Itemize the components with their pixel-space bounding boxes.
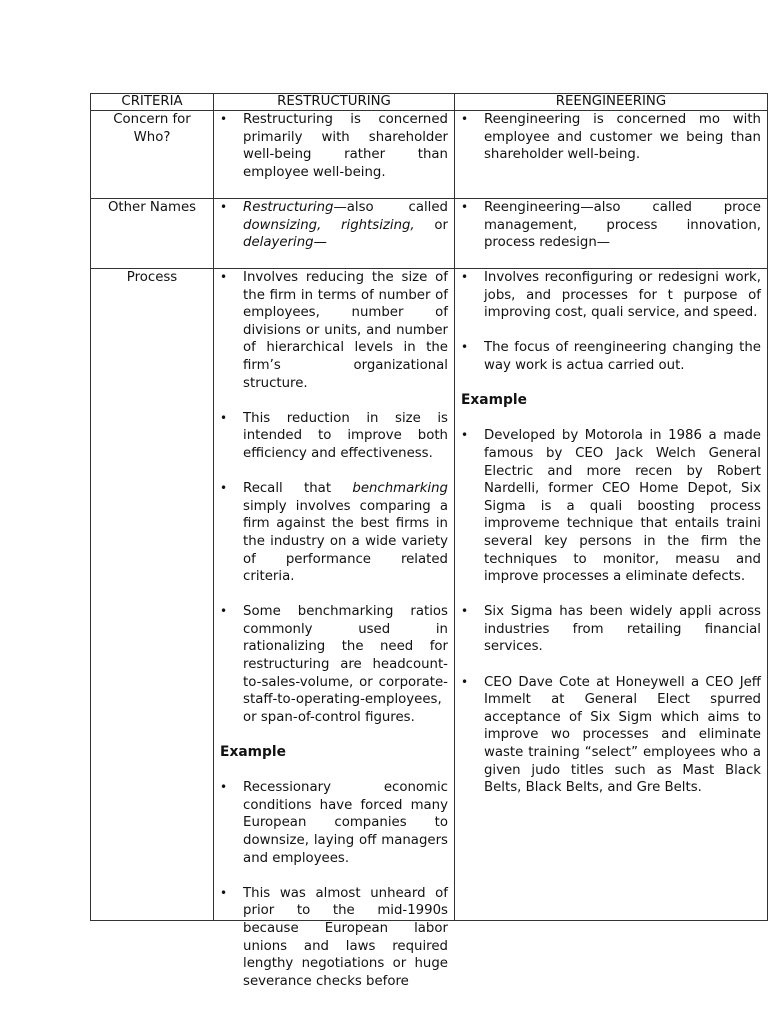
- cell-other-names-restructuring: [214, 199, 455, 269]
- bullet-icon: •: [460, 200, 469, 214]
- comparison-table: [90, 93, 768, 989]
- list-item: • Recall that benchmarking simply involves comparing a firm against the best firms in the industry on a wide variety of performance related criteria.: [220, 481, 448, 585]
- bullet-icon: •: [220, 200, 228, 214]
- cell-concern-restructuring: [214, 111, 455, 199]
- bullet-icon: •: [460, 340, 469, 355]
- example-heading: Example: [460, 392, 527, 409]
- bullet-icon: •: [460, 674, 469, 689]
- bullet-icon: •: [460, 428, 469, 443]
- criterion-other-names: [91, 199, 214, 269]
- cell-process-reengineering: [454, 269, 767, 921]
- example-heading: Example: [220, 744, 287, 761]
- header-criteria: CRITERIA: [91, 94, 214, 111]
- bullet-icon: •: [220, 481, 228, 496]
- row-concern: [91, 111, 768, 199]
- list-item: • The focus of reengineering changing the way work is actua carried out.: [460, 340, 761, 373]
- list-item: • Reengineering is concerned mo with employee and customer we being than shareholder well-being.: [460, 112, 761, 163]
- bullet-icon: •: [220, 270, 228, 284]
- criterion-label: Process: [126, 270, 178, 285]
- bullet-icon: •: [460, 112, 469, 126]
- list-item: • Involves reconfiguring or redesigni work, jobs, and processes for t purpose of improving cost, quali service, and speed.: [460, 270, 761, 321]
- bullet-icon: •: [220, 112, 228, 126]
- bullet-icon: •: [220, 780, 228, 795]
- list-item: • Recessionary economic conditions have forced many European companies to downsize, laying off managers and employees.: [220, 780, 448, 866]
- criterion-label: Concern for Who?: [113, 112, 191, 145]
- list-item: • Developed by Motorola in 1986 a made famous by CEO Jack Welch General Electric and more recen by Robert Nardelli, former CEO Home Depot, Six Sigma is a quali boosting process improveme technique that entails traini several key persons in the firm the techniques to monitor, measu and improve processes a eliminate defects.: [460, 428, 761, 585]
- header-reengineering: REENGINEERING: [454, 94, 767, 111]
- header-restructuring: RESTRUCTURING: [214, 94, 455, 111]
- row-process: [91, 269, 768, 921]
- list-item: • Restructuring is concerned primarily with shareholder well-being rather than employee well-being.: [220, 112, 448, 180]
- list-item: • Involves reducing the size of the firm in terms of number of employees, number of divisions or units, and number of hierarchical levels in the firm’s organizational structure.: [220, 270, 448, 391]
- criterion-label: Other Names: [107, 200, 197, 215]
- criterion-process: [91, 269, 214, 921]
- list-item: • Restructuring—also called downsizing, rightsizing, or delayering—: [220, 200, 448, 251]
- list-item: • This was almost unheard of prior to the mid-1990s because European labor unions and laws required lengthy negotiations or huge severance checks before: [220, 885, 448, 989]
- list-item: • Reengineering—also called proce management, process innovation, process redesign—: [460, 200, 761, 251]
- list-item: • Six Sigma has been widely appli across industries from retailing financial services.: [460, 604, 761, 655]
- bullet-icon: •: [220, 410, 228, 425]
- bullet-icon: •: [460, 604, 469, 619]
- list-item: • Some benchmarking ratios commonly used in rationalizing the need for restructuring are headcount-to-sales-volume, or corporate-staff-to-operating-employees, or span-of-control figures.: [220, 604, 448, 725]
- cell-other-names-reengineering: [454, 199, 767, 269]
- criterion-concern: [91, 111, 214, 199]
- bullet-icon: •: [220, 885, 228, 900]
- row-other-names: [91, 199, 768, 269]
- bullet-icon: •: [460, 270, 469, 284]
- header-row: [91, 94, 768, 111]
- list-item: • CEO Dave Cote at Honeywell a CEO Jeff Immelt at General Elect spurred acceptance of Six Sigm which aims to improve wo processes and eliminate waste training “select” employees who a given judo titles such as Mast Black Belts, Black Belts, and Gre Belts.: [460, 674, 761, 796]
- cell-process-restructuring: [214, 269, 455, 989]
- bullet-icon: •: [220, 604, 228, 619]
- cell-concern-reengineering: [454, 111, 767, 199]
- list-item: • This reduction in size is intended to improve both efficiency and effectiveness.: [220, 410, 448, 461]
